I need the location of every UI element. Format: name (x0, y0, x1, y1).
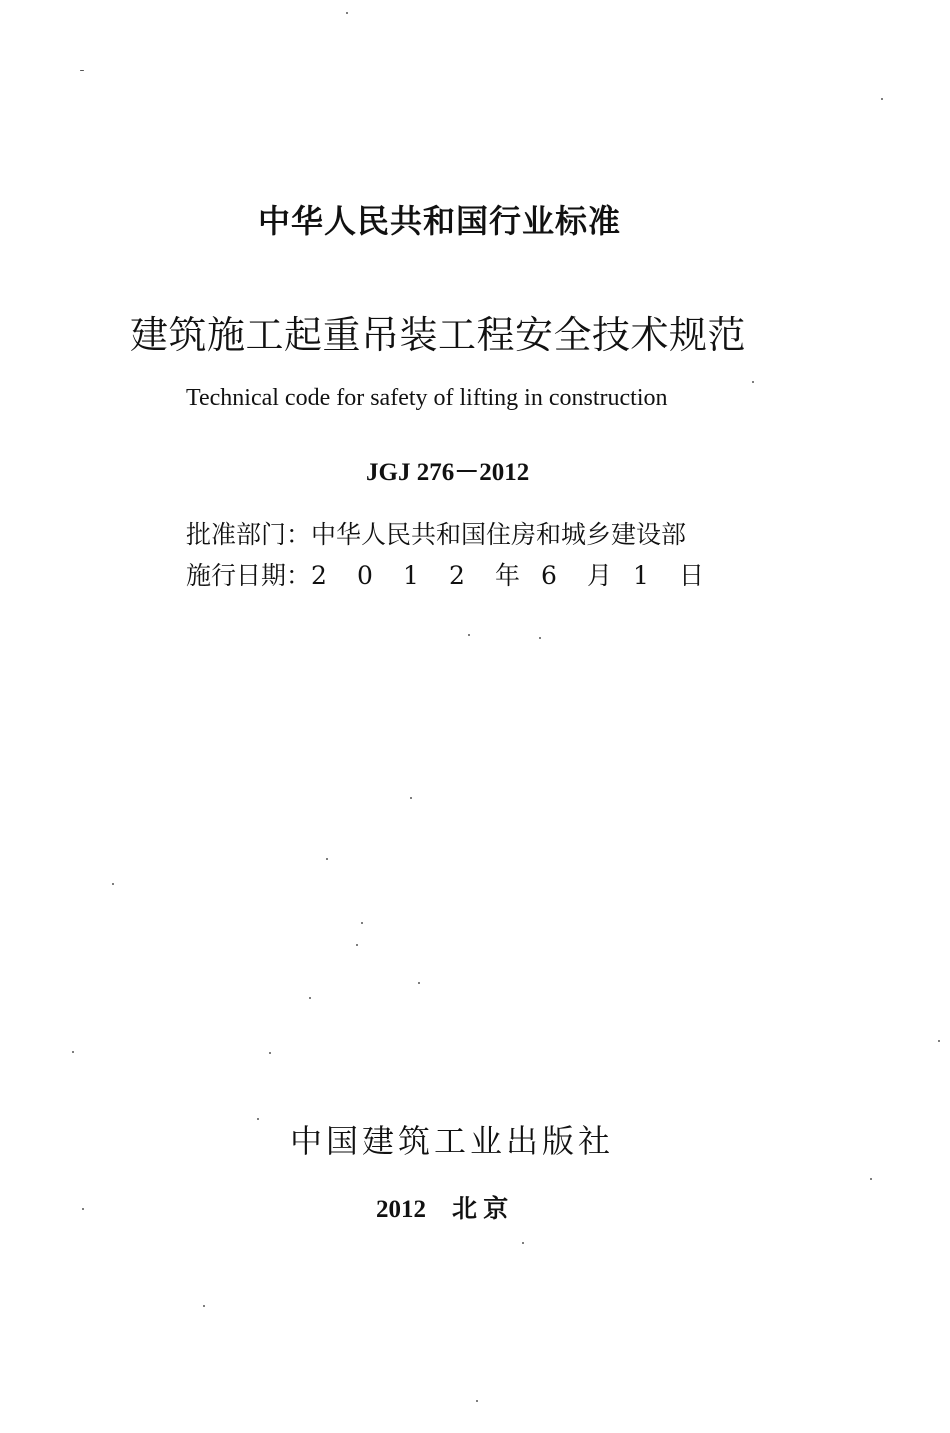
scan-speck (326, 858, 328, 860)
scan-speck (309, 997, 311, 999)
scan-speck (80, 70, 84, 71)
imprint-line (376, 1189, 508, 1225)
scan-speck (870, 1178, 872, 1180)
imprint-year: 2012 (376, 1196, 426, 1223)
standard-category-heading: 中华人民共和国行业标准 (258, 202, 622, 240)
effective-date-char: 2 (449, 561, 465, 590)
standard-code: JGJ 276－2012 (366, 459, 530, 486)
effective-date-char: 年 (495, 561, 521, 590)
scan-speck (539, 637, 541, 639)
effective-date-char: 2 (311, 561, 327, 590)
effective-date-char: 月 (587, 561, 613, 590)
approval-label: 批准部门： (186, 520, 312, 549)
effective-date-char: 6 (541, 561, 557, 590)
scan-speck (257, 1118, 259, 1120)
effective-date-label: 施行日期： (186, 561, 312, 590)
scan-speck (410, 797, 412, 799)
effective-date-char: 1 (633, 561, 649, 590)
document-title-english: Technical code for safety of lifting in construction (186, 385, 668, 411)
document-title-chinese: 建筑施工起重吊装工程安全技术规范 (130, 313, 747, 357)
effective-date-char: 1 (403, 561, 419, 590)
imprint-city: 北 京 (452, 1196, 509, 1223)
scan-speck (82, 1208, 84, 1210)
approval-department-row (186, 515, 686, 551)
scan-speck (476, 1400, 478, 1402)
effective-date-row (186, 556, 725, 592)
scan-speck (356, 944, 358, 946)
approval-value: 中华人民共和国住房和城乡建设部 (311, 520, 687, 549)
scan-speck (881, 98, 883, 100)
scan-speck (418, 982, 420, 984)
effective-date-char: 0 (357, 561, 373, 590)
scan-speck (72, 1051, 74, 1053)
scan-speck (468, 634, 470, 636)
scan-speck (938, 1040, 940, 1042)
publisher-name: 中国建筑工业出版社 (290, 1122, 615, 1160)
scan-speck (112, 883, 114, 885)
scan-speck (203, 1305, 205, 1307)
scan-speck (752, 381, 754, 383)
scan-speck (522, 1242, 524, 1244)
scan-speck (269, 1052, 271, 1054)
effective-date-char: 日 (679, 561, 705, 590)
scan-speck (346, 12, 348, 14)
scan-speck (361, 922, 363, 924)
